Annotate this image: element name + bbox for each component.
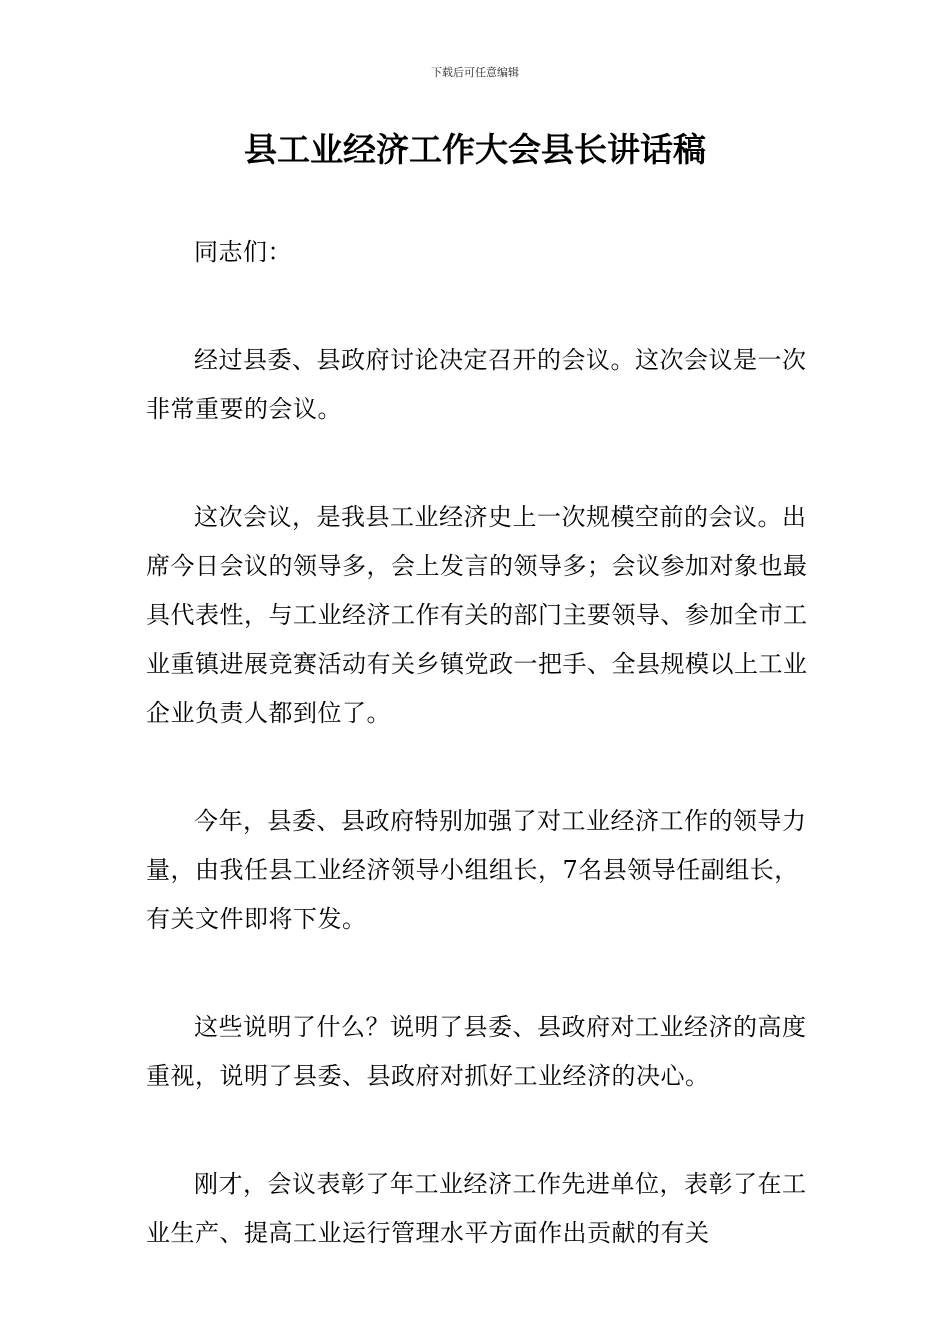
document-title: 县工业经济工作大会县长讲话稿: [244, 130, 706, 169]
body-paragraph: 这次会议，是我县工业经济史上一次规模空前的会议。出席今日会议的领导多，会上发言的领导多；会议参加对象也最具代表性，与工业经济工作有关的部门主要领导、参加全市工业重镇进展竞赛活动有关乡镇党政一把手、全县规模以上工业企业负责人都到位了。: [146, 503, 808, 727]
header-note: 下载后可任意编辑: [431, 66, 519, 79]
body-paragraph: 刚才，会议表彰了年工业经济工作先进单位，表彰了在工业生产、提高工业运行管理水平方面作出贡献的有关: [146, 1170, 807, 1247]
salutation-paragraph: 同志们：: [194, 238, 292, 266]
body-paragraph: 经过县委、县政府讨论决定召开的会议。这次会议是一次非常重要的会议。: [146, 346, 807, 423]
body-paragraph: 这些说明了什么？说明了县委、县政府对工业经济的高度重视，说明了县委、县政府对抓好工业经济的决心。: [146, 1013, 807, 1090]
document-body: [146, 228, 810, 1258]
body-paragraph: 今年，县委、县政府特别加强了对工业经济工作的领导力量，由我任县工业经济领导小组组长，7名县领导任副组长，有关文件即将下发。: [146, 807, 807, 933]
